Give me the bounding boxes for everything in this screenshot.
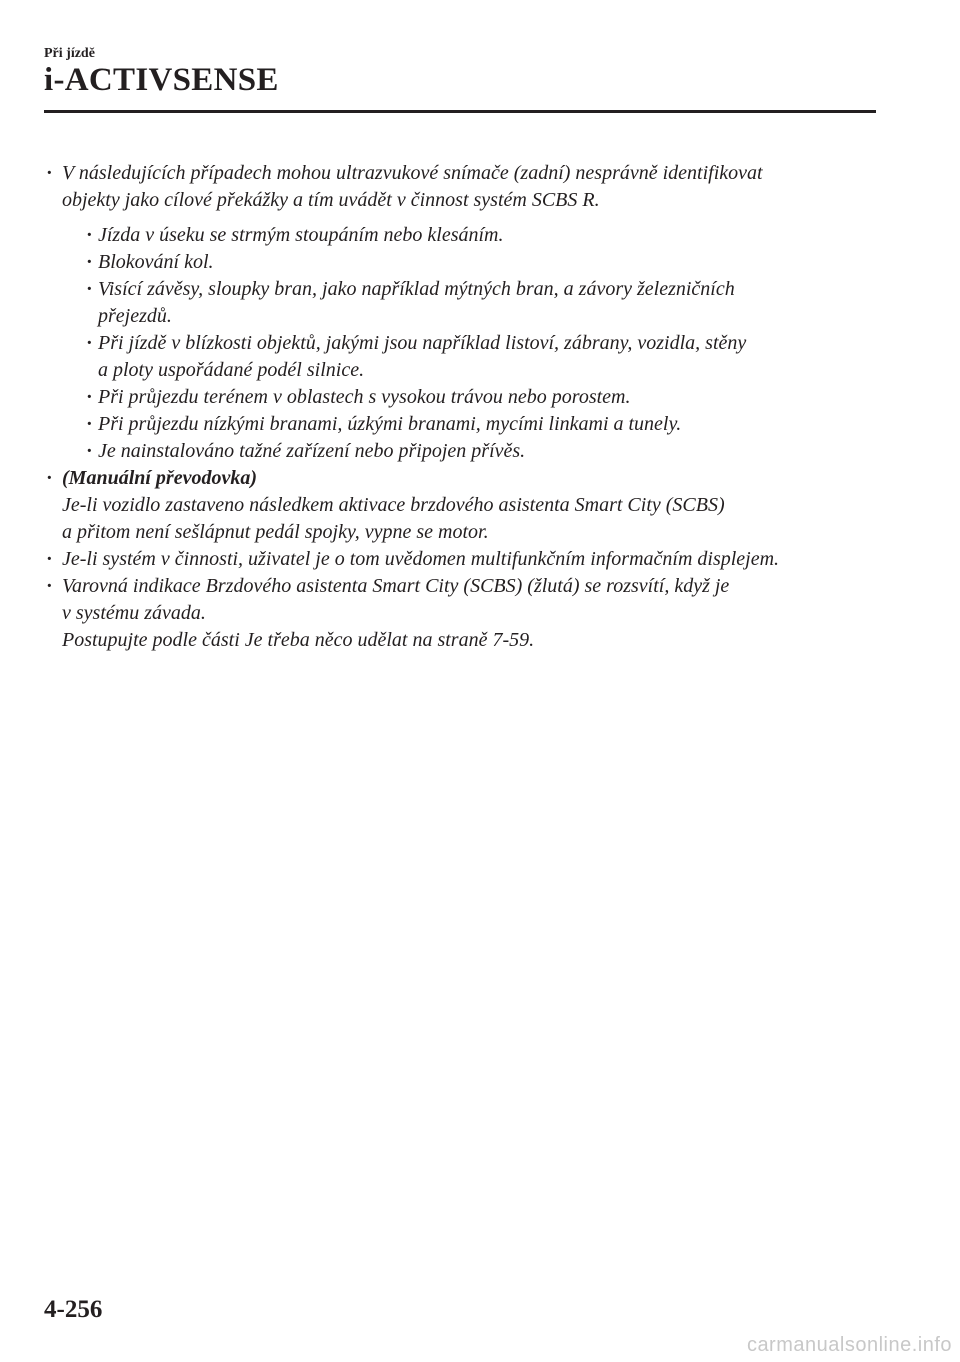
sub-item-text: Visící závěsy, sloupky bran, jako například mýtných bran, a závory železničních (98, 278, 735, 300)
sub-list-item (62, 276, 884, 330)
bullet-dot: · (86, 386, 93, 408)
sub-item-text: Je nainstalováno tažné zařízení nebo připojen přívěs. (98, 440, 526, 462)
bullet-dot: · (86, 440, 93, 462)
sub-list-item (62, 438, 884, 465)
bullet-item (44, 573, 884, 654)
bullet-dot: · (86, 332, 93, 354)
item-text: a přitom není sešlápnut pedál spojky, vypne se motor. (62, 521, 489, 543)
sub-list-item (62, 411, 884, 438)
sub-list (62, 222, 884, 465)
section-label: Při jízdě (44, 46, 95, 61)
bullet-dot: · (86, 224, 93, 246)
item-text: Je-li vozidlo zastaveno následkem aktivace brzdového asistenta Smart City (SCBS) (62, 494, 725, 516)
sub-list-item (62, 222, 884, 249)
sub-list-item (62, 330, 884, 384)
bullet-dot: · (46, 467, 53, 489)
sub-list-item (62, 384, 884, 411)
bullet-item (44, 546, 884, 573)
sub-item-text: a ploty uspořádané podél silnice. (98, 359, 365, 381)
bullet-dot: · (46, 548, 53, 570)
item-text: V následujících případech mohou ultrazvukové snímače (zadní) nesprávně identifikovat (62, 162, 763, 184)
bullet-dot: · (46, 162, 53, 184)
sub-list-item (62, 249, 884, 276)
sub-item-text: přejezdů. (98, 305, 172, 327)
page-title: i-ACTIVSENSE (44, 62, 279, 98)
sub-item-text: Při průjezdu terénem v oblastech s vysokou trávou nebo porostem. (98, 386, 631, 408)
sub-item-text: Jízda v úseku se strmým stoupáním nebo klesáním. (98, 224, 504, 246)
bullet-dot: · (86, 278, 93, 300)
bullet-dot: · (86, 251, 93, 273)
page-number: 4-256 (44, 1296, 103, 1323)
item-text: Varovná indikace Brzdového asistenta Smart City (SCBS) (žlutá) se rozsvítí, když je (62, 575, 730, 597)
item-heading: (Manuální převodovka) (62, 467, 257, 489)
item-text: v systému závada. (62, 602, 206, 624)
item-text: Postupujte podle části Je třeba něco udělat na straně 7-59. (62, 629, 535, 651)
bullet-item (44, 160, 884, 465)
item-text: Je-li systém v činnosti, uživatel je o tom uvědomen multifunkčním informačním displejem. (62, 548, 780, 570)
title-divider (44, 110, 876, 113)
bullet-item (44, 465, 884, 546)
sub-item-text: Blokování kol. (98, 251, 214, 273)
item-text: objekty jako cílové překážky a tím uvádět v činnost systém SCBS R. (62, 189, 600, 211)
sub-item-text: Při jízdě v blízkosti objektů, jakými jsou například listoví, zábrany, vozidla, stěny (98, 332, 747, 354)
main-content (44, 160, 884, 654)
sub-item-text: Při průjezdu nízkými branami, úzkými branami, mycími linkami a tunely. (98, 413, 682, 435)
bullet-dot: · (46, 575, 53, 597)
watermark-text: carmanualsonline.info (746, 1334, 952, 1356)
bullet-dot: · (86, 413, 93, 435)
